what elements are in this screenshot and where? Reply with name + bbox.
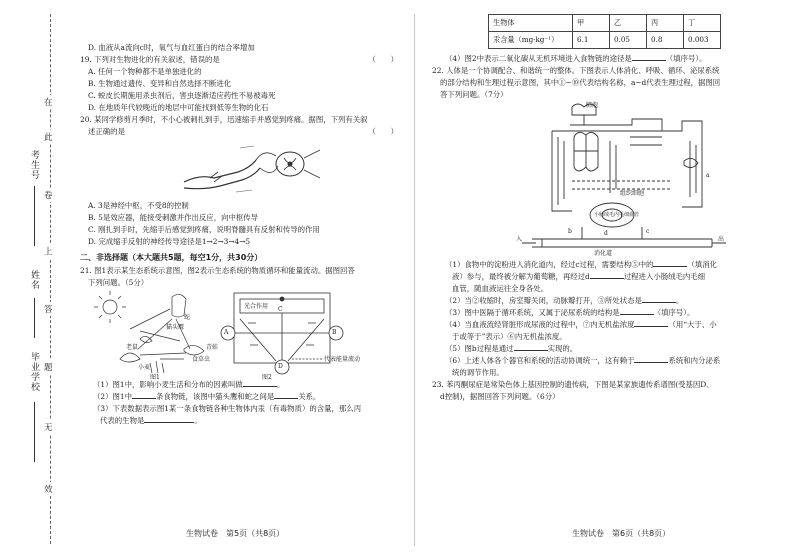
candidate-number-label: 考生号 <box>29 150 39 180</box>
fig2-node-b: B <box>332 328 337 336</box>
seal-char: 无 <box>44 420 53 434</box>
q18-option-d: D. 血液从a流向c时，氧气与血红蛋白的结合率增加 <box>88 43 255 52</box>
page-divider <box>414 14 415 546</box>
answer-blank[interactable] <box>642 302 676 303</box>
table-cell: 汞含量（mg·kg⁻¹） <box>489 32 573 49</box>
q23-stem-cont: d控制)，据图回答下列问题。（6分） <box>440 391 560 401</box>
q20-option-c: C. 刚扎到手时，先缩手后感觉到疼痛，说明脊髓具有反射和传导的作用 <box>88 224 320 234</box>
mercury-table <box>488 14 721 49</box>
answer-blank[interactable] <box>653 266 687 267</box>
q19-option-d: D. 在地质年代较晚近的地层中可能找到低等生物的化石 <box>88 102 269 112</box>
fig-label-in: 入 <box>516 235 523 243</box>
fig-label-b: b <box>568 227 572 235</box>
fig1-label-owl: 猫头鹰 <box>166 323 185 331</box>
school-label: 毕业学校 <box>29 352 39 392</box>
q22-sub-2: （2）当②收缩时，房室瓣关闭，动脉瓣打开，③所处状态是 。 <box>445 295 684 305</box>
footer-page-5: 生物试卷 第5页（共8页） <box>186 529 285 538</box>
fig1-caption: 图1 <box>150 373 160 381</box>
seal-char: 卷 <box>44 188 53 202</box>
table-row <box>489 15 721 32</box>
answer-blank[interactable] <box>144 422 194 423</box>
school-field <box>34 402 35 462</box>
q19-option-b: B. 生物通过遗传、变异和自然选择不断进化 <box>88 78 232 88</box>
answer-bracket: （ ） <box>368 126 398 136</box>
page-5 <box>80 42 398 427</box>
q20-option-a: A. 3是神经中枢，不受8的控制 <box>88 200 189 210</box>
q22-sub-4-cont: 于或等于”表示）⑥内无机盐浓度。 <box>452 331 567 341</box>
answer-blank[interactable] <box>243 386 277 387</box>
q20-option-d: D. 完成缩手反射的神经传导途径是1→2→3→4→5 <box>88 236 251 246</box>
answer-blank[interactable] <box>634 326 668 327</box>
table-cell: 乙 <box>610 15 647 32</box>
answer-blank[interactable] <box>632 60 666 61</box>
table-cell: 丁 <box>684 15 721 32</box>
q21-stem: 21. 图1表示某生态系统示意图，图2表示生态系统的物质循环和能量流动。据图回答 <box>80 265 355 275</box>
fig-label-tissue-cells: 组织细胞 <box>620 189 645 197</box>
human-systems-figure <box>512 101 777 259</box>
q22-sub-6: （6）上述人体各个器官和系统的活动协调统一，这有赖于 系统和内分泌系 <box>445 355 721 365</box>
q20-stem-cont: 述正确的是 <box>88 126 125 136</box>
table-row <box>489 32 721 49</box>
fig-label-alveoli: 肺泡 <box>586 101 599 109</box>
q21-sub-3: （3）下表数据表示图1某一条食物链各种生物体内汞（有毒物质）的含量，那么丙 <box>93 403 362 413</box>
q22-stem-cont: 答下列问题。（7分） <box>440 89 508 99</box>
footer-page-6: 生物试卷 第6页（共8页） <box>572 529 671 538</box>
q22-sub-5: （5）图b过程是通过 实现的。 <box>445 343 578 353</box>
table-cell: 0.8 <box>647 32 684 49</box>
fig-label-d: d <box>604 229 608 237</box>
question-19 <box>80 54 398 114</box>
answer-blank[interactable] <box>634 362 668 363</box>
fig2-label-photosynthesis: 光合作用 <box>244 302 269 310</box>
q20-option-b: B. 5是效应器，能接受刺激并作出反应，向中枢传导 <box>88 212 259 222</box>
table-cell: 6.1 <box>573 32 610 49</box>
candidate-number-field <box>34 186 35 246</box>
page-6 <box>432 12 777 403</box>
fig2-node-c: C <box>278 305 283 313</box>
q22-sub-1-cont: 血管，随血液运往全身各处。 <box>452 283 549 293</box>
fig1-label-snake: 蛇 <box>184 313 191 321</box>
answer-blank[interactable] <box>132 398 156 399</box>
q19-option-a: A. 任何一个物种都不是单独进化的 <box>88 66 202 76</box>
table-cell: 生物体 <box>489 15 573 32</box>
fig1-label-frog: 青蛙 <box>206 343 219 351</box>
fig-label-a: a <box>706 171 710 179</box>
q21-stem-cont: 下列问题。（5分） <box>88 277 149 287</box>
question-20 <box>80 114 398 248</box>
q19-option-c: C. 蜕皮长期施用杀虫剂后，害虫逐渐适应药性不易被毒死 <box>88 90 276 100</box>
answer-blank[interactable] <box>620 314 654 315</box>
table-cell: 0.003 <box>684 32 721 49</box>
q22-sub-3: （3）图中医隔于循环系统，又属于泌尿系统的结构是 （填序号）。 <box>445 307 695 317</box>
q21-sub-3-cont: 代表的生物是 。 <box>100 415 202 425</box>
q20-stem: 20. 某同学修剪月季时，不小心被刺扎到手，迅速缩手并感觉到疼痛。据图，下列有关叙 <box>80 114 368 124</box>
binding-margin <box>0 0 62 560</box>
q21-sub-2: （2）图1中 条食物链，该图中猫头鹰和蛇之间是 关系。 <box>93 391 321 401</box>
seal-char: 答 <box>44 302 53 316</box>
reflex-arc-drawing <box>180 138 330 198</box>
seal-char: 此 <box>44 130 53 144</box>
name-field <box>34 298 35 338</box>
fig2-caption: 图2 <box>262 373 272 381</box>
question-23 <box>432 379 777 403</box>
fig1-label-mouse: 老鼠 <box>126 343 139 351</box>
table-cell: 丙 <box>647 15 684 32</box>
q22-sub-4: （4）当血液流经肾脏形成尿液的过程中，⑦内无机盐浓度 （用“大于、小 <box>445 319 717 329</box>
answer-blank[interactable] <box>590 278 624 279</box>
table-cell: 甲 <box>573 15 610 32</box>
q22-sub-6-cont: 统的调节作用。 <box>452 367 504 377</box>
fig-label-out: 出 <box>718 235 725 243</box>
q22-stem-cont: 的部分结构和生理过程示意图，其中①~⑩代表结构名称，a~d代表生理过程，据图回 <box>440 77 721 87</box>
q19-stem: 19. 下列对生物进化的有关叙述，错误的是 <box>80 54 220 64</box>
answer-blank[interactable] <box>274 398 298 399</box>
fig1-label-insect: 食草虫 <box>192 355 211 363</box>
fig1-label-wheat: 小麦 <box>138 363 151 371</box>
reflex-arc-figure <box>180 138 398 200</box>
q22-stem: 22. 人体是一个协调配合、和谐统一的整体。下图表示人体消化、呼吸、循环、泌尿系统 <box>432 65 720 75</box>
fig2-node-a: A <box>224 328 229 336</box>
seal-char: 上 <box>44 244 53 258</box>
q22-sub-1-cont: 液）参与，最终被分解为葡萄糖，再经过d 过程进入小肠绒毛内毛细 <box>452 271 706 281</box>
table-cell: 0.05 <box>610 32 647 49</box>
ecosystem-drawing <box>80 289 398 379</box>
section-heading: 二、非选择题（本大题共5题，每空1分，共30分） <box>80 252 263 262</box>
seal-char: 效 <box>44 482 53 496</box>
q23-stem: 23. 苯丙酮尿症是常染色体上基因控制的遗传病，下图是某家族遗传系谱图(受基因D、 <box>432 379 714 389</box>
answer-bracket: （ ） <box>368 54 398 64</box>
question-21 <box>80 265 398 427</box>
fig-label-c: c <box>646 227 650 235</box>
name-label: 姓名 <box>29 270 39 290</box>
answer-blank[interactable] <box>514 350 548 351</box>
q21-sub-4: （4）图2中表示二氧化碳从无机环境进入食物链的途径是 （填序号）。 <box>445 54 707 63</box>
q21-sub-1: （1）图1中，影响小麦生活和分布的因素叫做 。 <box>93 379 285 389</box>
fig-label-digestive-tract: 消化道 <box>594 249 613 257</box>
ecosystem-figures <box>80 289 398 379</box>
q22-sub-1: （1）食物中的淀粉进入消化道内，经过c过程，需要结构⑤中的 （填消化 <box>445 259 717 269</box>
fig-label-villi-capillaries: 小肠绒毛内毛细血管 <box>594 211 640 218</box>
human-systems-drawing <box>512 101 732 259</box>
fig2-legend: 代表能量流动 <box>324 355 361 363</box>
question-22 <box>432 65 777 379</box>
seal-line <box>50 14 51 544</box>
fig2-node-d: D <box>278 362 283 370</box>
seal-char: 在 <box>44 95 53 109</box>
seal-char: 题 <box>44 360 53 374</box>
